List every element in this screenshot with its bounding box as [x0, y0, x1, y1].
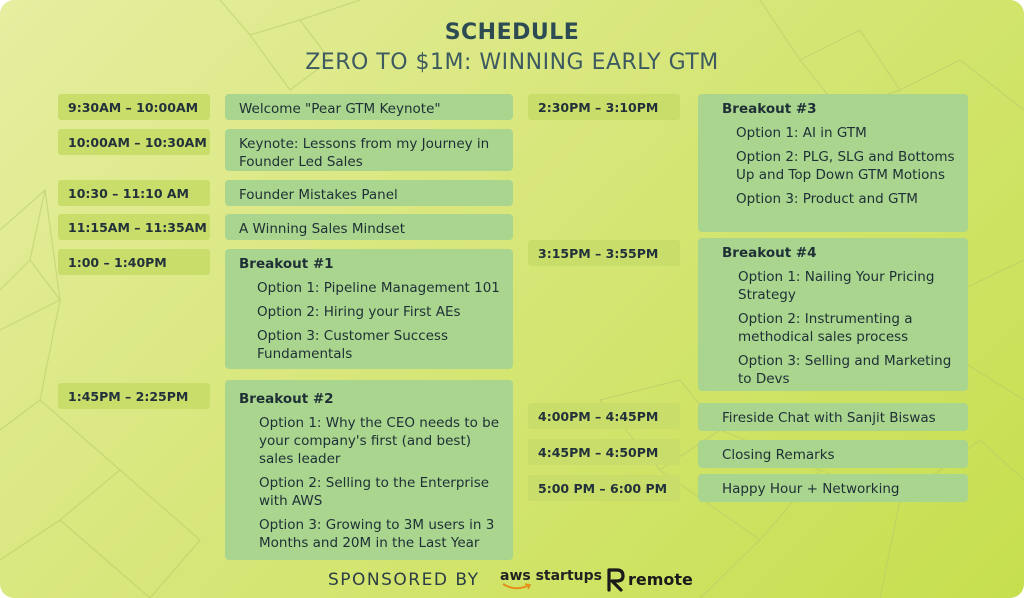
session-card — [225, 129, 513, 171]
session-card — [225, 94, 513, 120]
aws-smile-icon — [502, 583, 532, 591]
session-title: Founder Mistakes Panel — [239, 187, 398, 203]
breakout-option: Option 3: Growing to 3M users in 3 Months and 20M in the Last Year — [259, 517, 495, 551]
breakout-option: Option 3: Customer Success Fundamentals — [257, 328, 448, 362]
remote-logo — [606, 568, 696, 592]
breakout-card — [698, 238, 968, 391]
session-card — [225, 214, 513, 240]
time-slot: 9:30AM – 10:00AM — [58, 94, 210, 120]
breakout-option: Option 1: AI in GTM — [736, 125, 867, 141]
breakout-card — [698, 94, 968, 232]
breakout-title: Breakout #1 — [239, 256, 334, 272]
session-card — [698, 403, 968, 431]
session-title: Happy Hour + Networking — [722, 481, 900, 497]
breakout-option: Option 2: Instrumenting a methodical sales process — [738, 311, 913, 345]
time-slot: 11:15AM – 11:35AM — [58, 214, 210, 240]
breakout-option: Option 2: PLG, SLG and Bottoms Up and Top Down GTM Motions — [736, 149, 955, 183]
breakout-title: Breakout #2 — [239, 391, 334, 407]
time-slot: 4:45PM – 4:50PM — [528, 439, 680, 465]
breakout-option: Option 1: Nailing Your Pricing Strategy — [738, 269, 935, 303]
time-slot: 2:30PM – 3:10PM — [528, 94, 680, 120]
breakout-title: Breakout #4 — [722, 245, 817, 261]
session-title: Keynote: Lessons from my Journey in Founder Led Sales — [239, 136, 490, 170]
breakout-card — [225, 249, 513, 369]
time-slot: 10:00AM – 10:30AM — [58, 129, 210, 155]
page-title: SCHEDULE — [444, 20, 580, 45]
time-slot: 4:00PM – 4:45PM — [528, 403, 680, 429]
remote-r-icon — [606, 568, 626, 592]
session-title: A Winning Sales Mindset — [239, 221, 405, 237]
session-title: Closing Remarks — [722, 447, 835, 463]
remote-name: remote — [628, 570, 693, 589]
page-subtitle: ZERO TO $1M: WINNING EARLY GTM — [305, 50, 719, 75]
session-card — [225, 180, 513, 206]
breakout-option: Option 1: Pipeline Management 101 — [257, 280, 500, 296]
breakout-title: Breakout #3 — [722, 101, 817, 117]
breakout-option: Option 1: Why the CEO needs to be your company's first (and best) sales leader — [259, 415, 500, 467]
breakout-option: Option 2: Hiring your First AEs — [257, 304, 461, 320]
session-title: Fireside Chat with Sanjit Biswas — [722, 410, 936, 426]
breakout-option: Option 2: Selling to the Enterprise with AWS — [259, 475, 490, 509]
time-slot: 3:15PM – 3:55PM — [528, 240, 680, 266]
sponsored-by-label: SPONSORED BY — [328, 570, 480, 590]
breakout-option: Option 3: Selling and Marketing to Devs — [738, 353, 952, 387]
time-slot: 10:30 – 11:10 AM — [58, 180, 210, 206]
time-slot: 5:00 PM – 6:00 PM — [528, 475, 680, 501]
session-card — [698, 474, 968, 502]
aws-startups-name: aws startups — [500, 568, 602, 584]
session-card — [698, 440, 968, 468]
breakout-option: Option 3: Product and GTM — [736, 191, 918, 207]
time-slot: 1:00 – 1:40PM — [58, 249, 210, 275]
breakout-card — [225, 380, 513, 560]
session-title: Welcome "Pear GTM Keynote" — [239, 101, 441, 117]
time-slot: 1:45PM – 2:25PM — [58, 383, 210, 409]
aws-startups-logo — [500, 565, 600, 591]
